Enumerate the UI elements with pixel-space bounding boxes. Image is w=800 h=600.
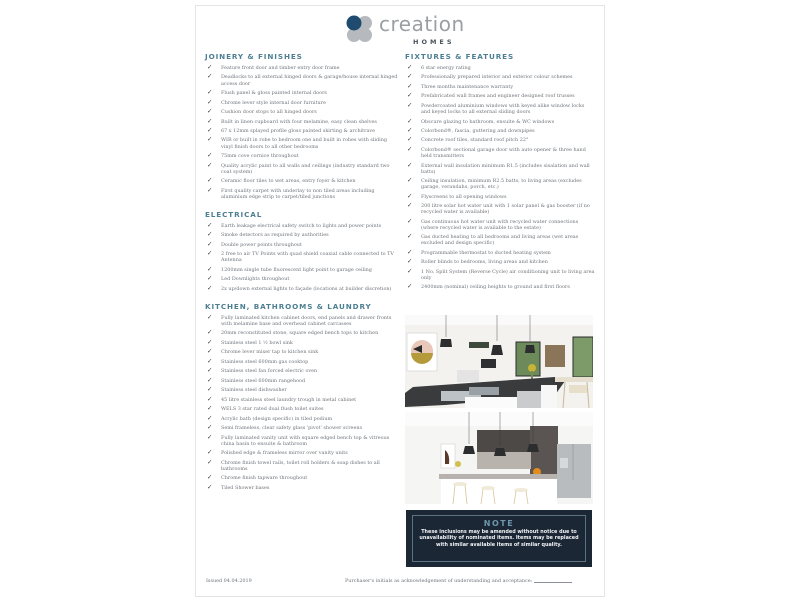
checkmark-icon: ✓ xyxy=(207,151,213,160)
checkmark-icon: ✓ xyxy=(407,247,413,256)
checkmark-icon: ✓ xyxy=(207,356,213,365)
list-item xyxy=(405,203,595,215)
checkmark-icon: ✓ xyxy=(407,266,413,275)
list-item-text: Gas continuous hot water unit with recycled water connections (where recycled water is available to the estate) xyxy=(421,218,579,231)
list-item xyxy=(205,90,400,96)
list-item xyxy=(405,191,595,200)
checkmark-icon: ✓ xyxy=(207,274,213,283)
list-item-text: Stainless steel 600mm rangehood xyxy=(221,377,306,384)
left-column xyxy=(205,52,400,501)
list-item-text: 6 star energy rating xyxy=(421,65,471,71)
list-kitchen xyxy=(205,312,400,491)
list-item xyxy=(205,178,400,184)
list-item xyxy=(205,375,400,384)
list-item-text: Colorbond®, fascia, guttering and downpipes xyxy=(421,128,535,134)
list-item xyxy=(405,266,595,281)
list-item-text: Professionally prepared interior and exterior colour schemes xyxy=(421,74,573,81)
kitchen-living-photo xyxy=(405,315,593,408)
list-item-text: Semi frameless, clear safety glass 'pivot' shower screens xyxy=(221,425,363,432)
list-item-text: Double power points throughout xyxy=(221,241,302,248)
list-item xyxy=(205,406,400,412)
list-item xyxy=(205,394,400,403)
list-item xyxy=(405,128,595,134)
list-item-text: Stainless steel fan forced electric oven xyxy=(221,368,318,375)
list-item-text: Flush panel & gloss painted internal doors xyxy=(221,90,327,97)
list-item xyxy=(405,160,595,175)
list-item xyxy=(405,234,595,246)
list-item xyxy=(205,276,400,282)
list-item xyxy=(405,284,595,290)
checkmark-icon: ✓ xyxy=(207,394,213,403)
list-item-text: Chrome lever mixer tap to kitchen sink xyxy=(221,349,319,356)
checkmark-icon: ✓ xyxy=(207,413,213,422)
list-item xyxy=(205,160,400,175)
checkmark-icon: ✓ xyxy=(407,81,413,90)
checkmark-icon: ✓ xyxy=(207,72,213,81)
checkmark-icon: ✓ xyxy=(207,366,213,375)
list-item xyxy=(205,232,400,238)
kitchen-living-illustration xyxy=(405,315,593,408)
list-item-text: Deadlocks to all external hinged doors & garage/house internal hinged access door xyxy=(221,74,398,87)
list-item xyxy=(205,283,400,292)
issued-date: Issued 04.04.2019 xyxy=(206,578,252,584)
list-item-text: 20mm reconstituted stone, square edged bench tops to kitchen xyxy=(221,330,379,337)
checkmark-icon: ✓ xyxy=(207,448,213,457)
list-joinery xyxy=(205,65,400,200)
kitchen-island-photo xyxy=(405,412,593,504)
list-electrical xyxy=(205,220,400,292)
section-title-joinery: JOINERY & FINISHES xyxy=(205,52,303,61)
checkmark-icon: ✓ xyxy=(207,432,213,441)
initials-blank[interactable] xyxy=(534,582,572,583)
checkmark-icon: ✓ xyxy=(207,385,213,394)
list-item xyxy=(205,482,400,491)
list-item-text: Fully laminated kitchen cabinet doors, end panels and drawer fronts with melamine base and overhead cabinet carcasses xyxy=(221,314,392,327)
list-item-text: Stainless steel 600mm gas cooktop xyxy=(221,358,309,365)
checkmark-icon: ✓ xyxy=(407,135,413,144)
list-item-text: Polished edge & frameless mirror over vanity units xyxy=(221,450,348,457)
list-item xyxy=(205,128,400,134)
brand-subtitle: HOMES xyxy=(413,38,455,46)
checkmark-icon: ✓ xyxy=(207,249,213,258)
note-frame xyxy=(412,515,586,562)
list-item-text: External wall insulation minimum R1.5 (includes sisalation and wall batts) xyxy=(421,162,590,175)
list-item-text: Gas ducted heating to all bedrooms and living areas (wet areas excluded and design specific) xyxy=(421,234,579,247)
checkmark-icon: ✓ xyxy=(207,239,213,248)
list-item-text: 45 litre stainless steel laundry trough in metal cabinet xyxy=(221,396,357,403)
checkmark-icon: ✓ xyxy=(407,232,413,241)
checkmark-icon: ✓ xyxy=(207,264,213,273)
checkmark-icon: ✓ xyxy=(207,337,213,346)
list-item-text: 2x up/down external lights to façade (locations at builder discretion) xyxy=(221,285,392,292)
checkmark-icon: ✓ xyxy=(207,107,213,116)
list-item xyxy=(405,74,595,80)
checkmark-icon: ✓ xyxy=(407,201,413,210)
list-item-text: Acrylic bath (design specific) in tiled podium xyxy=(221,415,333,422)
checkmark-icon: ✓ xyxy=(207,283,213,292)
list-item xyxy=(405,247,595,256)
list-item xyxy=(405,178,595,190)
list-item-text: 1 No. Split System (Reverse Cycle) air conditioning unit to living area only xyxy=(421,268,595,281)
list-item xyxy=(205,74,400,86)
checkmark-icon: ✓ xyxy=(407,282,413,291)
list-item xyxy=(405,100,595,116)
checkmark-icon: ✓ xyxy=(407,257,413,266)
kitchen-island-illustration xyxy=(405,412,593,504)
checkmark-icon: ✓ xyxy=(207,185,213,194)
checkmark-icon: ✓ xyxy=(207,126,213,134)
list-item-text: Earth leakage electrical safety switch to lights and power points xyxy=(221,222,382,229)
list-item-text: Roller blinds to bedrooms, living areas and kitchen xyxy=(421,259,548,266)
note-body: These inclusions may be amended without notice due to unavailability of nominated items. Items may be replaced with similar available items of similar quality. xyxy=(419,529,579,548)
list-item xyxy=(205,185,400,200)
list-item-text: Smoke detectors as required by authorities xyxy=(221,232,329,239)
acknowledgement-text: Purchaser's initials as acknowledgement of understanding and acceptance: xyxy=(345,578,533,584)
list-item xyxy=(205,432,400,447)
list-item-text: Three months maintenance warranty xyxy=(421,83,514,90)
checkmark-icon: ✓ xyxy=(407,72,413,81)
list-item-text: Prefabricated wall frames and engineer designed roof trusses xyxy=(421,93,575,100)
list-item xyxy=(205,239,400,248)
checkmark-icon: ✓ xyxy=(407,176,413,185)
list-item-text: Programmable thermostat to ducted heating system xyxy=(421,249,551,256)
checkmark-icon: ✓ xyxy=(407,116,413,125)
list-item xyxy=(205,116,400,125)
checkmark-icon: ✓ xyxy=(207,473,213,482)
list-item-text: First quality carpet with underlay to non tiled areas including aluminium edge strip to carpet/tiled junctions xyxy=(221,187,375,200)
list-item xyxy=(205,475,400,481)
list-item-text: Concrete roof tiles, standard roof pitch 22° xyxy=(421,137,529,144)
list-item xyxy=(205,368,400,374)
list-item xyxy=(205,330,400,336)
checkmark-icon: ✓ xyxy=(207,312,213,321)
list-item-text: Stainless steel dishwasher xyxy=(221,387,287,394)
checkmark-icon: ✓ xyxy=(207,404,213,413)
list-item xyxy=(205,97,400,106)
list-item-text: Fully laminated vanity unit with square edged bench top & vitreous china basin to ensuite & bathroom xyxy=(221,434,390,447)
right-column xyxy=(405,52,595,301)
acknowledgement-line xyxy=(345,578,572,584)
list-item-text: Colorbond® sectional garage door with auto opener & three hand held transmitters xyxy=(421,146,586,160)
list-item-text: 200 litre solar hot water unit with 1 solar panel & gas booster (if no recycled water is available) xyxy=(421,203,590,216)
list-item-text: 75mm cove cornice throughout xyxy=(221,153,299,160)
checkmark-icon: ✓ xyxy=(207,116,213,125)
checkmark-icon: ✓ xyxy=(207,160,213,169)
list-item-text: Cushion door stops to all hinged doors xyxy=(221,109,317,116)
list-item xyxy=(205,220,400,229)
list-item-text: Flyscreens to all opening windows xyxy=(421,193,507,200)
note-box xyxy=(406,510,592,567)
list-item-text: WELS 3 star rated dual flush toilet suites xyxy=(221,406,324,413)
checkmark-icon: ✓ xyxy=(407,126,413,134)
list-item xyxy=(205,457,400,472)
list-item-text: Stainless steel 1 ½ bowl sink xyxy=(221,339,293,346)
list-item xyxy=(405,93,595,99)
list-item-text: 67 x 12mm splayed profile gloss painted skirting & architrave xyxy=(221,128,376,134)
list-item xyxy=(205,109,400,115)
checkmark-icon: ✓ xyxy=(207,328,213,337)
checkmark-icon: ✓ xyxy=(207,347,213,356)
list-item xyxy=(205,65,400,71)
list-item xyxy=(405,144,595,160)
list-item-text: Led Downlights throughout xyxy=(221,276,290,283)
list-item xyxy=(205,251,400,263)
checkmark-icon: ✓ xyxy=(407,144,413,153)
list-item-text: WIR or built in robe to bedroom one and built in robes with sliding vinyl finish doors to all other bedrooms xyxy=(221,137,388,150)
list-item-text: Obscure glazing to bathroom, ensuite & WC windows xyxy=(421,118,555,125)
checkmark-icon: ✓ xyxy=(207,230,213,239)
checkmark-icon: ✓ xyxy=(407,191,413,200)
checkmark-icon: ✓ xyxy=(207,457,213,466)
list-item-text: Powdercoated aluminium windows with keyed alike window locks and keyed locks to all external sliding doors xyxy=(421,102,585,116)
section-title-fixtures: FIXTURES & FEATURES xyxy=(405,52,515,61)
list-item xyxy=(205,413,400,422)
list-item-text: Chrome finish towel rails, toilet roll holders & soap dishes to all bathrooms xyxy=(221,459,380,472)
list-item xyxy=(405,216,595,231)
list-item xyxy=(205,337,400,346)
checkmark-icon: ✓ xyxy=(407,160,413,169)
list-item xyxy=(405,259,595,265)
list-item xyxy=(405,65,595,71)
list-item-text: Quality acrylic paint to all walls and ceilings (industry standard two coat system) xyxy=(221,162,390,175)
logo-mark-icon xyxy=(345,14,375,44)
checkmark-icon: ✓ xyxy=(207,176,213,185)
list-item xyxy=(205,153,400,159)
section-title-electrical: ELECTRICAL xyxy=(205,209,263,219)
checkmark-icon: ✓ xyxy=(207,482,213,491)
list-item xyxy=(205,425,400,431)
list-item-text: Feature front door and timber entry door frame xyxy=(221,65,340,71)
list-item xyxy=(405,81,595,90)
list-item xyxy=(205,450,400,456)
list-item xyxy=(405,116,595,125)
checkmark-icon: ✓ xyxy=(207,423,213,432)
brand-name: creation xyxy=(379,12,465,36)
list-item xyxy=(205,356,400,365)
list-item-text: 2 free to air TV Points with quad shield coaxial cable connected to TV Antenna xyxy=(221,251,394,264)
list-item-text: Built in linen cupboard with four melamine, easy clean shelves xyxy=(221,118,377,125)
checkmark-icon: ✓ xyxy=(207,375,213,384)
list-item xyxy=(205,137,400,149)
checkmark-icon: ✓ xyxy=(207,97,213,106)
checkmark-icon: ✓ xyxy=(207,88,213,97)
list-item-text: 1200mm single tube fluorescent light point to garage ceiling xyxy=(221,266,372,273)
list-item-text: Chrome finish tapware throughout xyxy=(221,475,308,482)
list-fixtures xyxy=(405,65,595,291)
checkmark-icon: ✓ xyxy=(407,91,413,100)
list-item-text: 2400mm (nominal) ceiling heights to ground and first floors xyxy=(421,284,570,291)
list-item xyxy=(205,312,400,327)
checkmark-icon: ✓ xyxy=(207,135,213,144)
list-item xyxy=(205,264,400,273)
note-title: NOTE xyxy=(483,519,515,528)
brand-logo xyxy=(345,14,465,46)
checkmark-icon: ✓ xyxy=(407,216,413,225)
list-item xyxy=(205,349,400,355)
list-item xyxy=(405,137,595,143)
list-item-text: Ceramic floor tiles to wet areas, entry foyer & kitchen xyxy=(221,178,356,185)
checkmark-icon: ✓ xyxy=(207,63,213,71)
checkmark-icon: ✓ xyxy=(407,100,413,109)
list-item-text: Tiled Shower bases xyxy=(221,484,270,491)
list-item xyxy=(205,387,400,393)
list-item-text: Chrome lever style internal door furniture xyxy=(221,99,326,106)
section-title-kitchen: KITCHEN, BATHROOMS & LAUNDRY xyxy=(205,301,372,311)
checkmark-icon: ✓ xyxy=(207,220,213,229)
checkmark-icon: ✓ xyxy=(407,63,413,71)
list-item-text: Ceiling insulation, minimum R2.5 batts, to living areas (excludes garage, verandahs, porch, etc.) xyxy=(421,178,582,191)
